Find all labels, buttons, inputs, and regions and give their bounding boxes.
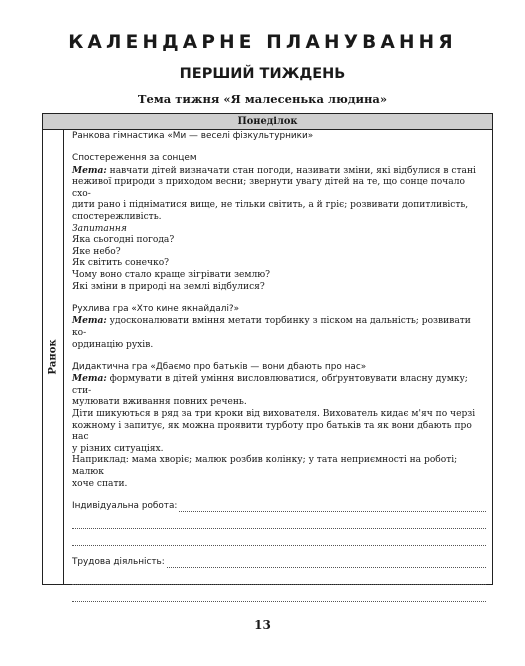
mobile-game-title: Рухлива гра «Хто кине якнайдалі?» — [72, 303, 240, 314]
individual-work-row — [72, 501, 486, 513]
question-item: Як світить сонечко? — [72, 258, 170, 269]
didactic-game-description: кожному і запитує, як можна проявити турботу про батьків та як вони дбають про нас — [72, 420, 472, 443]
fill-in-line — [167, 558, 486, 568]
plan-content — [72, 131, 486, 602]
observation-title: Спостереження за сонцем — [72, 153, 197, 164]
week-title: ПЕРШИЙ ТИЖДЕНЬ — [179, 66, 346, 82]
fill-in-line — [179, 502, 486, 512]
questions-label: Запитання — [72, 223, 127, 234]
observation-goal-line: Мета: навчати дітей визначати стан погоди, називати зміни, які відбулися в стані — [72, 164, 476, 176]
labor-activity-row — [72, 557, 486, 569]
fill-in-line — [72, 529, 486, 546]
observation-goal-line: дити рано і підніматися вище, не тільки світить, а й гріє; розвивати допитливість, — [72, 200, 469, 211]
day-part-column — [43, 130, 64, 584]
labor-activity-label: Трудова діяльність: — [72, 556, 165, 567]
didactic-game-description: Діти шикуються в ряд за три кроки від вихователя. Вихователь кидає м'яч по черзі — [72, 408, 476, 419]
individual-work-label: Індивідуальна робота: — [72, 500, 178, 511]
observation-goal-line: спостережливість. — [72, 212, 162, 223]
day-part-label: Ранок — [47, 339, 59, 375]
plan-table — [42, 113, 493, 585]
gymnastics-title: Ранкова гімнастика «Ми — веселі фізкультурники» — [72, 131, 314, 141]
mobile-game-goal-line: ординацію рухів. — [72, 339, 154, 350]
didactic-game-title: Дидактична гра «Дбаємо про батьків — вони дбають про нас» — [72, 361, 367, 372]
mobile-game-goal-line: Мета: удосконалювати вміння метати торбинку з піском на дальність; розвивати ко- — [72, 315, 471, 338]
didactic-game-description: у різних ситуаціях. — [72, 443, 164, 454]
fill-in-line — [72, 585, 486, 602]
fill-in-line — [72, 568, 486, 585]
didactic-game-example: Наприклад: мама хворіє; малюк розбив колінку; у тата неприємності на роботі; малюк — [72, 455, 458, 477]
goal-label: Мета: — [72, 373, 107, 385]
question-item: Чому воно стало краще зігрівати землю? — [72, 270, 271, 281]
goal-label: Мета: — [72, 164, 107, 176]
week-theme: Тема тижня «Я малесенька людина» — [137, 92, 388, 106]
question-item: Яке небо? — [72, 246, 121, 257]
goal-label: Мета: — [72, 315, 107, 327]
fill-in-line — [72, 512, 486, 529]
page-number: 13 — [254, 618, 271, 632]
day-header: Понеділок — [43, 114, 492, 130]
didactic-game-goal-line: мулювати вживання повних речень. — [72, 397, 247, 408]
question-item: Яка сьогодні погода? — [72, 235, 175, 246]
question-item: Які зміни в природі на землі відбулися? — [72, 281, 265, 292]
page-title: КАЛЕНДАРНЕ ПЛАНУВАННЯ — [68, 32, 457, 53]
didactic-game-goal-line: Мета: формувати в дітей уміння висловлюватися, обґрунтовувати власну думку; сти- — [72, 373, 468, 396]
didactic-game-example: хоче спати. — [72, 478, 128, 489]
observation-goal-line: неживої природи з приходом весни; звернути увагу дітей на те, що сонце почало схо- — [72, 177, 465, 199]
